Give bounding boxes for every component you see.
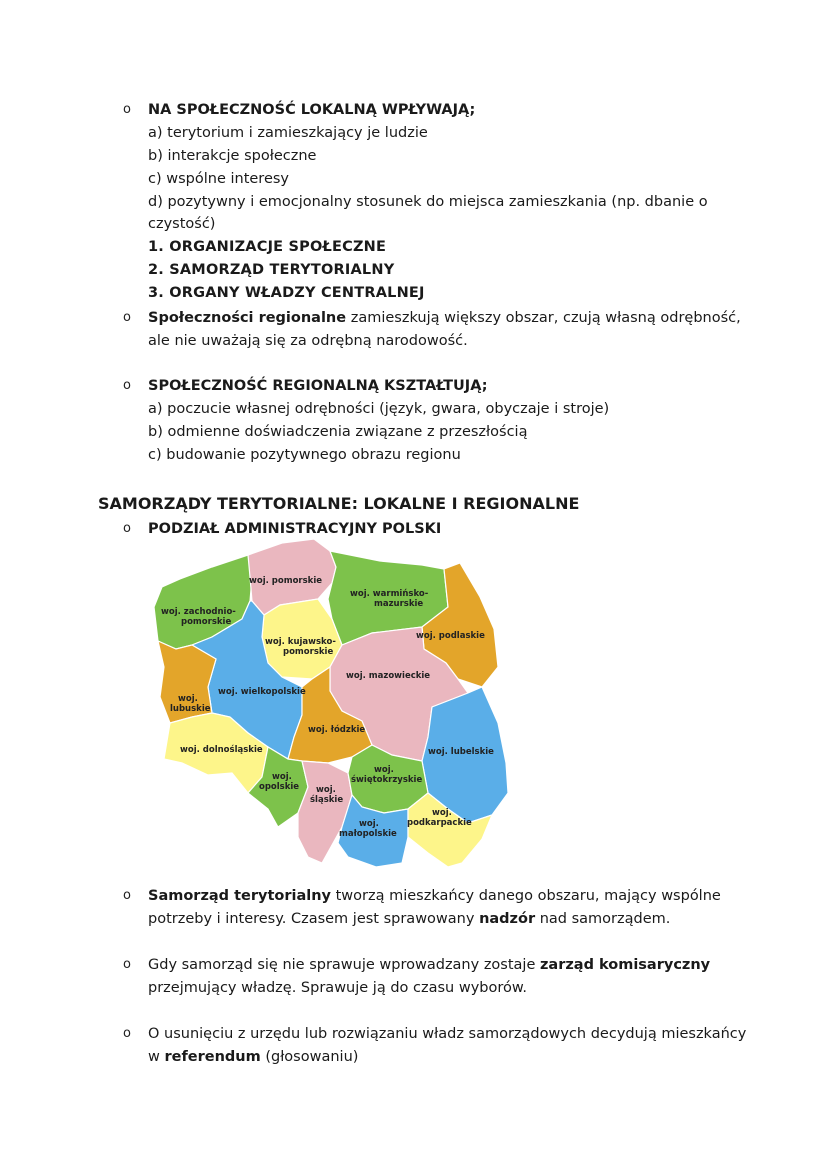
label-slaskie: śląskie	[310, 795, 344, 805]
label-malopolskie: woj.	[359, 819, 379, 829]
label-slaskie: woj.	[316, 785, 336, 795]
label-kujawsko-pomorskie: woj. kujawsko-	[265, 637, 336, 647]
list-item: a) terytorium i zamieszkający je ludzie	[148, 125, 428, 141]
bold-term: zarząd komisaryczny	[539, 957, 711, 973]
bold-term: referendum	[164, 1049, 261, 1065]
bullet: o	[123, 957, 131, 972]
paragraph-text: potrzeby i interesy. Czasem jest sprawowany	[148, 911, 480, 927]
paragraph-text: w	[148, 1049, 165, 1065]
list-item: czystość)	[148, 216, 216, 232]
label-lubuskie: lubuskie	[170, 704, 211, 714]
label-malopolskie: małopolskie	[339, 829, 397, 839]
list-item: a) poczucie własnej odrębności (język, gwara, obyczaje i stroje)	[148, 401, 610, 417]
label-zachodniopomorskie: woj. zachodnio-	[161, 607, 236, 617]
paragraph	[148, 1047, 358, 1067]
paragraph-text: ale nie uważają się za odrębną narodowość.	[148, 333, 468, 349]
paragraph-text: O usunięciu z urzędu lub rozwiązaniu władz samorządowych decydują mieszkańcy	[148, 1026, 747, 1042]
bold-term: Samorząd terytorialny	[148, 888, 332, 904]
list-item: b) interakcje społeczne	[148, 148, 317, 164]
label-swietokrzyskie: świętokrzyskie	[351, 775, 423, 785]
label-opolskie: opolskie	[259, 782, 300, 792]
bullet: o	[123, 102, 131, 117]
label-warminsko-mazurskie: mazurskie	[374, 599, 424, 609]
label-podkarpackie: woj.	[432, 808, 452, 818]
numbered-item: 3. ORGANY WŁADZY CENTRALNEJ	[148, 285, 425, 301]
list-item: c) wspólne interesy	[148, 171, 289, 187]
label-mazowieckie: woj. mazowieckie	[346, 671, 431, 681]
label-warminsko-mazurskie: woj. warmińsko-	[350, 589, 429, 599]
label-zachodniopomorskie: pomorskie	[181, 617, 232, 627]
bullet: o	[123, 521, 131, 536]
paragraph	[148, 909, 670, 929]
poland-map	[152, 537, 512, 867]
label-podkarpackie: podkarpackie	[407, 818, 472, 828]
numbered-item: 1. ORGANIZACJE SPOŁECZNE	[148, 239, 387, 255]
paragraph-text: przejmujący władzę. Sprawuje ją do czasu wyborów.	[148, 980, 527, 996]
bullet: o	[123, 378, 131, 393]
paragraph-text: zamieszkują większy obszar, czują własną odrębność,	[346, 310, 741, 326]
bullet: o	[123, 310, 131, 325]
label-swietokrzyskie: woj.	[374, 765, 394, 775]
bullet: o	[123, 1026, 131, 1041]
label-wielkopolskie: woj. wielkopolskie	[218, 687, 306, 697]
paragraph	[148, 955, 710, 975]
bullet: o	[123, 888, 131, 903]
list-item: d) pozytywny i emocjonalny stosunek do miejsca zamieszkania (np. dbanie o	[148, 194, 708, 210]
label-lubuskie: woj.	[178, 694, 198, 704]
label-podlaskie: woj. podlaskie	[416, 631, 485, 641]
main-heading: SAMORZĄDY TERYTORIALNE: LOKALNE I REGIONALNE	[98, 494, 580, 513]
section-title: NA SPOŁECZNOŚĆ LOKALNĄ WPŁYWAJĄ;	[148, 102, 476, 118]
bold-term: Społeczności regionalne	[148, 310, 347, 326]
paragraph	[148, 308, 741, 328]
paragraph-text: tworzą mieszkańcy danego obszaru, mający wspólne	[331, 888, 721, 904]
label-lodzkie: woj. łódzkie	[308, 725, 366, 735]
label-kujawsko-pomorskie: pomorskie	[283, 647, 334, 657]
paragraph-text: (głosowaniu)	[260, 1049, 359, 1065]
numbered-item: 2. SAMORZĄD TERYTORIALNY	[148, 262, 395, 278]
label-lubelskie: woj. lubelskie	[428, 747, 494, 757]
bold-term: nadzór	[479, 911, 536, 927]
paragraph	[148, 886, 721, 906]
section-title: SPOŁECZNOŚĆ REGIONALNĄ KSZTAŁTUJĄ;	[148, 378, 488, 394]
list-item: c) budowanie pozytywnego obrazu regionu	[148, 447, 461, 463]
label-opolskie: woj.	[272, 772, 292, 782]
paragraph-text: nad samorządem.	[535, 911, 671, 927]
list-item: b) odmienne doświadczenia związane z przeszłością	[148, 424, 528, 440]
paragraph-text: Gdy samorząd się nie sprawuje wprowadzany zostaje	[148, 957, 540, 973]
label-dolnoslaskie: woj. dolnośląskie	[180, 745, 263, 755]
section-title: PODZIAŁ ADMINISTRACYJNY POLSKI	[148, 521, 442, 537]
label-pomorskie: woj. pomorskie	[249, 576, 322, 586]
